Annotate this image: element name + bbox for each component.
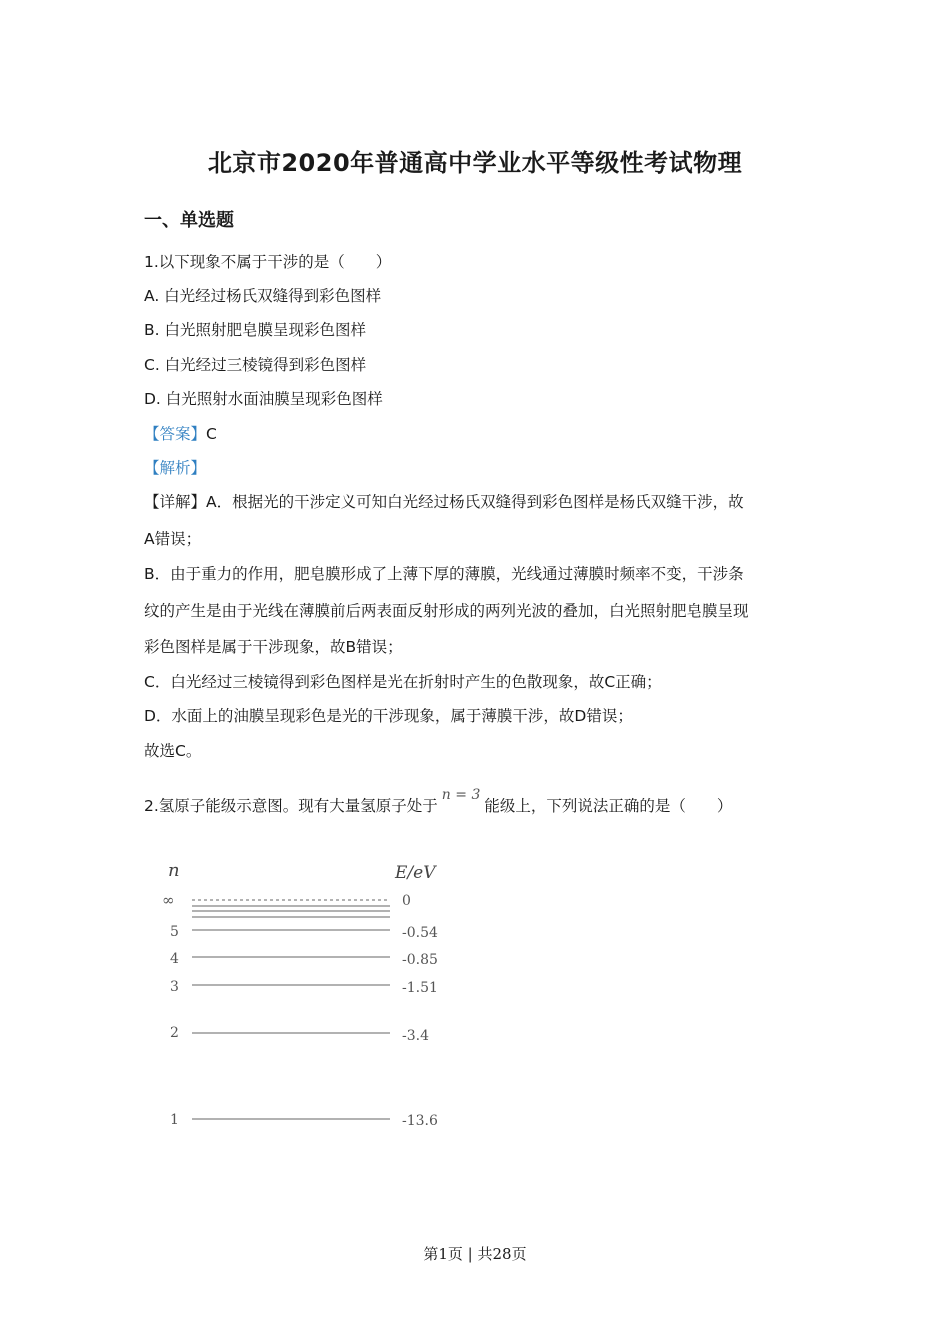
document-title: 北京市2020年普通高中学业水平等级性考试物理 xyxy=(207,149,743,177)
n-equals-3-formula: n = 3 xyxy=(441,787,481,803)
section-heading: 一、单选题 xyxy=(144,210,234,231)
question-1-stem: 1.以下现象不属于干涉的是（ ） xyxy=(144,253,392,271)
answer-value: C xyxy=(206,425,217,443)
level-n-label: ∞ xyxy=(162,891,175,909)
page-footer: 第1页 | 共28页 xyxy=(423,1245,527,1263)
level-energy-label: -13.6 xyxy=(402,1113,438,1129)
answer-tag: 【答案】 xyxy=(144,425,207,443)
detail-line: C．白光经过三棱镜得到彩色图样是光在折射时产生的色散现象，故C正确； xyxy=(144,673,662,691)
option-a: A. 白光经过杨氏双缝得到彩色图样 xyxy=(144,287,382,305)
energy-axis-label-text: E/eV xyxy=(395,863,436,883)
question-2-stem xyxy=(144,787,733,817)
option-d: D. 白光照射水面油膜呈现彩色图样 xyxy=(144,390,383,408)
detail-line: 纹的产生是由于光线在薄膜前后两表面反射形成的两列光波的叠加，白光照射肥皂膜呈现 xyxy=(144,602,749,620)
level-n-label: 2 xyxy=(170,1025,179,1041)
hydrogen-energy-level-diagram xyxy=(150,850,460,1140)
answer-line xyxy=(144,424,217,444)
level-n-label: 1 xyxy=(170,1112,179,1128)
level-energy-label: -3.4 xyxy=(402,1028,429,1044)
detail-line: B．由于重力的作用，肥皂膜形成了上薄下厚的薄膜，光线通过薄膜时频率不变，干涉条 xyxy=(144,565,744,583)
n-axis-label: n xyxy=(168,860,180,881)
level-n-label: 4 xyxy=(170,951,179,967)
option-c: C. 白光经过三棱镜得到彩色图样 xyxy=(144,356,367,374)
detail-line: 故选C。 xyxy=(144,742,202,760)
detail-line: A错误； xyxy=(144,530,202,548)
level-energy-label: -1.51 xyxy=(402,980,438,996)
analysis-tag: 【解析】 xyxy=(144,459,207,477)
level-energy-label: -0.85 xyxy=(402,952,438,968)
level-n-label: 5 xyxy=(170,924,179,940)
detail-line: 【详解】A．根据光的干涉定义可知白光经过杨氏双缝得到彩色图样是杨氏双缝干涉，故 xyxy=(144,493,744,511)
energy-axis-label xyxy=(394,863,437,883)
detail-line: 彩色图样是属于干涉现象，故B错误； xyxy=(144,638,403,656)
option-b: B. 白光照射肥皂膜呈现彩色图样 xyxy=(144,321,366,339)
level-energy-label: -0.54 xyxy=(402,925,438,941)
detail-line: D．水面上的油膜呈现彩色是光的干涉现象，属于薄膜干涉，故D错误； xyxy=(144,707,633,725)
level-n-label: 3 xyxy=(170,979,179,995)
level-energy-label: 0 xyxy=(402,893,411,909)
question-2-stem-after: 能级上，下列说法正确的是（ ） xyxy=(484,797,733,815)
question-2-stem-before: 2.氢原子能级示意图。现有大量氢原子处于 xyxy=(144,797,438,815)
